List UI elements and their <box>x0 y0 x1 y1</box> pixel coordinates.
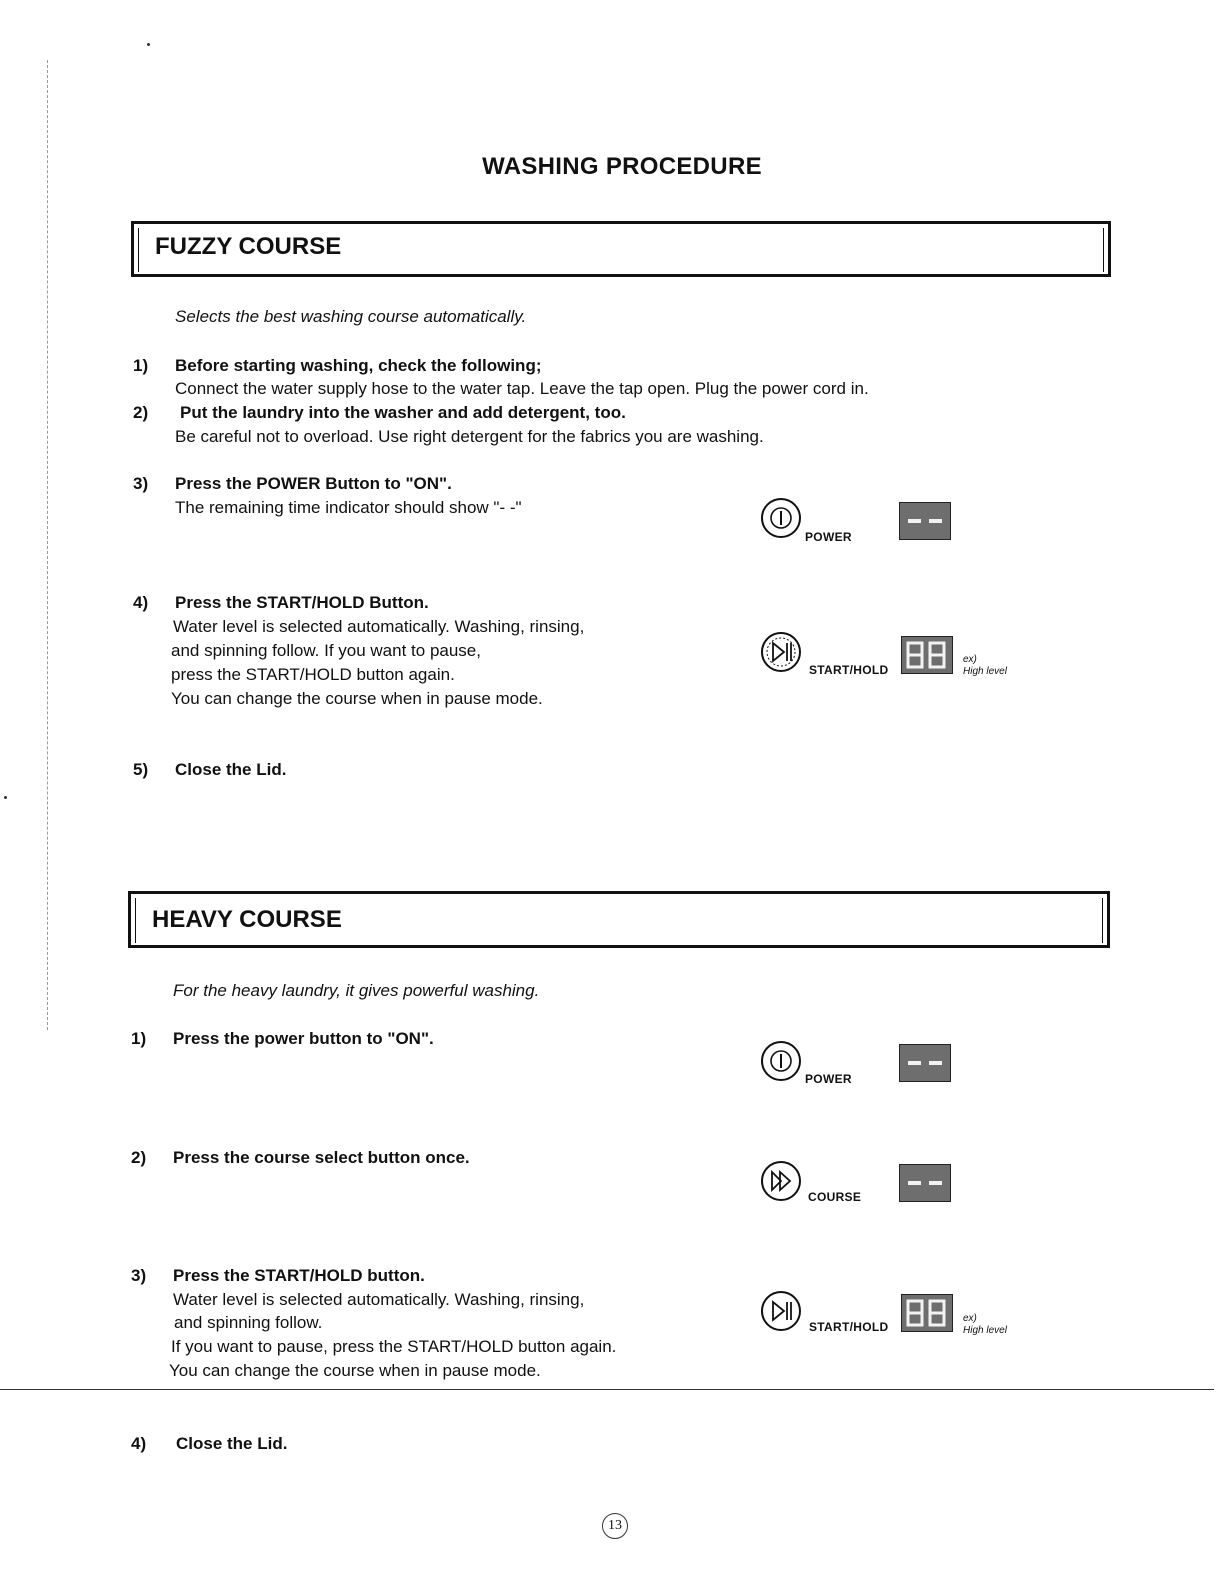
start-hold-button-icon <box>760 1290 802 1332</box>
fuzzy-step-4-text-2: and spinning follow. If you want to pause, <box>171 641 481 660</box>
heavy-course-intro: For the heavy laundry, it gives powerful washing. <box>173 981 540 1000</box>
fuzzy-step-3-heading: Press the POWER Button to "ON". <box>175 474 452 493</box>
start-hold-button-label: START/HOLD <box>809 663 889 677</box>
heavy-step-1-number: 1) <box>131 1029 147 1048</box>
start-hold-button-label: START/HOLD <box>809 1320 889 1334</box>
fuzzy-step-4-heading: Press the START/HOLD Button. <box>175 593 429 612</box>
heavy-step-3-number: 3) <box>131 1266 147 1285</box>
power-button-icon <box>760 497 802 539</box>
course-button-icon <box>760 1160 802 1202</box>
fuzzy-course-intro: Selects the best washing course automatically. <box>175 307 527 326</box>
fuzzy-step-4-number: 4) <box>133 593 149 612</box>
fuzzy-step-2-text: Be careful not to overload. Use right detergent for the fabrics you are washing. <box>175 427 764 446</box>
fuzzy-step-4-text-3: press the START/HOLD button again. <box>171 665 455 684</box>
power-button-label: POWER <box>805 1072 852 1086</box>
time-display-dashes <box>899 502 951 540</box>
fuzzy-step-5-number: 5) <box>133 760 149 779</box>
fuzzy-course-heading: FUZZY COURSE <box>155 233 342 260</box>
heavy-step-4-number: 4) <box>131 1434 147 1453</box>
water-level-display <box>901 636 953 674</box>
scan-speck <box>4 796 7 799</box>
heavy-step-3-text-4: You can change the course when in pause mode. <box>169 1361 541 1380</box>
heavy-step-2-heading: Press the course select button once. <box>173 1148 470 1167</box>
course-button-label: COURSE <box>808 1190 862 1204</box>
page-title: WASHING PROCEDURE <box>482 153 762 180</box>
fuzzy-step-3-text: The remaining time indicator should show "- -" <box>175 498 522 517</box>
fuzzy-step-5-heading: Close the Lid. <box>175 760 287 779</box>
heavy-step-3-heading: Press the START/HOLD button. <box>173 1266 425 1285</box>
horizontal-divider <box>0 1389 1214 1390</box>
heavy-step-3-text-2: and spinning follow. <box>174 1313 323 1332</box>
time-display-dashes <box>899 1044 951 1082</box>
heavy-course-heading: HEAVY COURSE <box>152 906 342 933</box>
left-margin-line <box>47 60 49 1030</box>
heavy-step-4-heading: Close the Lid. <box>176 1434 288 1453</box>
example-label: ex) <box>963 1313 977 1324</box>
fuzzy-step-2-number: 2) <box>133 403 149 422</box>
fuzzy-step-4-text-4: You can change the course when in pause mode. <box>171 689 543 708</box>
time-display-dashes <box>899 1164 951 1202</box>
fuzzy-step-1-heading: Before starting washing, check the following; <box>175 356 542 375</box>
fuzzy-step-4-text-1: Water level is selected automatically. Washing, rinsing, <box>173 617 585 636</box>
heavy-step-1-heading: Press the power button to "ON". <box>173 1029 434 1048</box>
scan-speck <box>147 43 150 46</box>
water-level-display <box>901 1294 953 1332</box>
heavy-step-2-number: 2) <box>131 1148 147 1167</box>
fuzzy-step-1-text: Connect the water supply hose to the water tap. Leave the tap open. Plug the power cord in. <box>175 379 869 398</box>
fuzzy-step-1-number: 1) <box>133 356 149 375</box>
example-label: ex) <box>963 654 977 665</box>
fuzzy-step-3-number: 3) <box>133 474 149 493</box>
page-number: 13 <box>602 1513 628 1539</box>
example-high-level-note: High level <box>963 666 1007 677</box>
heavy-step-3-text-1: Water level is selected automatically. Washing, rinsing, <box>173 1290 585 1309</box>
fuzzy-step-2-heading: Put the laundry into the washer and add detergent, too. <box>180 403 626 422</box>
example-high-level-note: High level <box>963 1325 1007 1336</box>
start-hold-button-icon <box>760 631 802 673</box>
heavy-step-3-text-3: If you want to pause, press the START/HOLD button again. <box>171 1337 617 1356</box>
power-button-icon <box>760 1040 802 1082</box>
power-button-label: POWER <box>805 530 852 544</box>
